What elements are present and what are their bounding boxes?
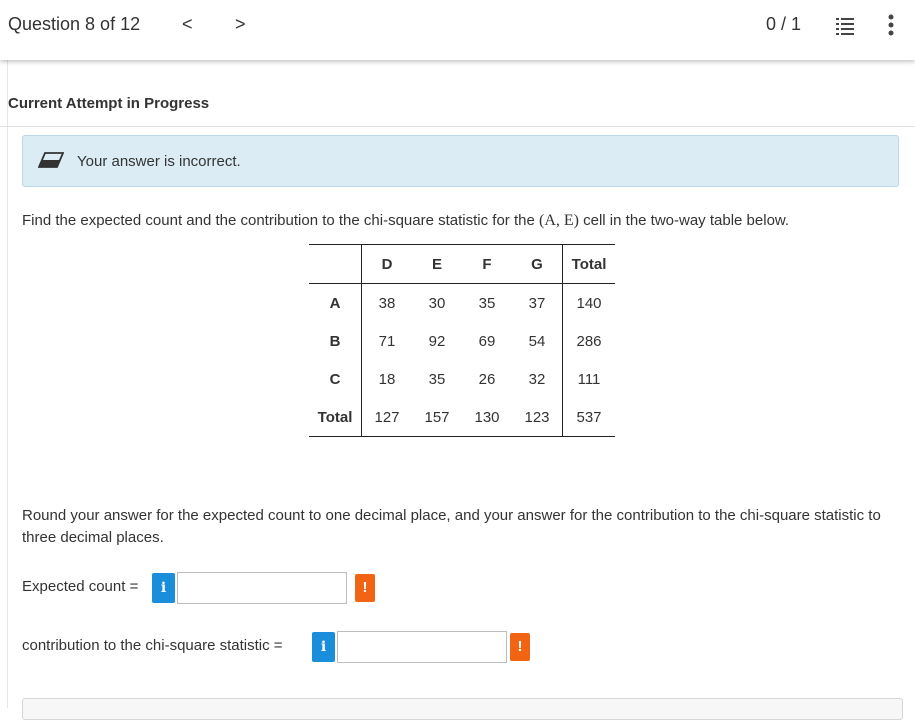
question-prefix: Find the expected count and the contribution to the chi-square statistic for the bbox=[22, 212, 539, 229]
expected-count-input[interactable] bbox=[177, 572, 347, 604]
table-row bbox=[309, 360, 615, 398]
table-cell: 30 bbox=[428, 294, 446, 312]
question-counter: Question 8 of 12 bbox=[8, 14, 141, 34]
table-cell: 71 bbox=[378, 332, 396, 350]
table-cell: 123 bbox=[512, 398, 563, 437]
question-cell: (A, E) bbox=[538, 212, 579, 229]
table-cell: 537 bbox=[563, 398, 616, 437]
question-text bbox=[22, 212, 789, 230]
table-cell: 286 bbox=[576, 332, 602, 350]
info-icon[interactable]: i bbox=[152, 573, 175, 603]
table-row bbox=[309, 284, 615, 323]
contribution-label: contribution to the chi-square statistic = bbox=[22, 637, 283, 654]
table-cell: 54 bbox=[512, 322, 563, 360]
warning-icon: ! bbox=[510, 633, 530, 661]
more-options-icon[interactable] bbox=[888, 14, 894, 36]
column-header: E bbox=[412, 245, 462, 284]
warning-icon: ! bbox=[355, 574, 375, 602]
row-header: B bbox=[309, 322, 362, 360]
score-display: 0 / 1 bbox=[766, 14, 802, 34]
table-cell: 37 bbox=[512, 284, 563, 323]
column-header: D bbox=[362, 245, 413, 284]
section-divider bbox=[0, 126, 915, 127]
previous-question-button[interactable]: < bbox=[182, 14, 193, 34]
row-header: A bbox=[309, 284, 362, 323]
attempt-heading: Current Attempt in Progress bbox=[8, 95, 210, 112]
table-cell: 38 bbox=[378, 294, 396, 312]
question-list-icon[interactable] bbox=[836, 17, 854, 35]
table-cell: 92 bbox=[428, 332, 446, 350]
table-cell: 26 bbox=[478, 370, 496, 388]
table-row bbox=[309, 322, 615, 360]
table-cell: 32 bbox=[512, 360, 563, 398]
incorrect-answer-alert bbox=[22, 135, 899, 187]
table-cell: 130 bbox=[462, 398, 512, 437]
column-header: G bbox=[512, 245, 563, 284]
expected-count-label: Expected count = bbox=[22, 578, 139, 595]
table-corner bbox=[309, 245, 362, 284]
left-rule bbox=[7, 60, 8, 708]
rounding-instructions: Round your answer for the expected count to one decimal place, and your answer for the contribution to the chi-square statistic to three decimal places. bbox=[22, 507, 881, 546]
table-cell: 18 bbox=[378, 370, 396, 388]
table-cell: 127 bbox=[362, 398, 413, 437]
two-way-table bbox=[309, 244, 615, 437]
info-icon[interactable]: i bbox=[312, 632, 335, 662]
table-header-row bbox=[309, 245, 615, 284]
table-cell: 157 bbox=[412, 398, 462, 437]
table-cell: 140 bbox=[576, 294, 602, 312]
bottom-panel bbox=[22, 698, 903, 720]
table-cell: 69 bbox=[478, 332, 496, 350]
table-cell: 111 bbox=[577, 370, 601, 388]
column-header: F bbox=[462, 245, 512, 284]
contribution-input[interactable] bbox=[337, 631, 507, 663]
table-cell: 35 bbox=[428, 370, 446, 388]
row-header: Total bbox=[309, 398, 362, 437]
eraser-icon bbox=[38, 152, 64, 168]
table-cell: 35 bbox=[478, 294, 496, 312]
question-suffix: cell in the two-way table below. bbox=[578, 212, 790, 229]
row-header: C bbox=[309, 360, 362, 398]
alert-message: Your answer is incorrect. bbox=[77, 153, 241, 170]
next-question-button[interactable]: > bbox=[235, 14, 246, 34]
column-header: Total bbox=[563, 245, 616, 284]
table-total-row bbox=[309, 398, 615, 437]
top-bar bbox=[0, 0, 915, 60]
